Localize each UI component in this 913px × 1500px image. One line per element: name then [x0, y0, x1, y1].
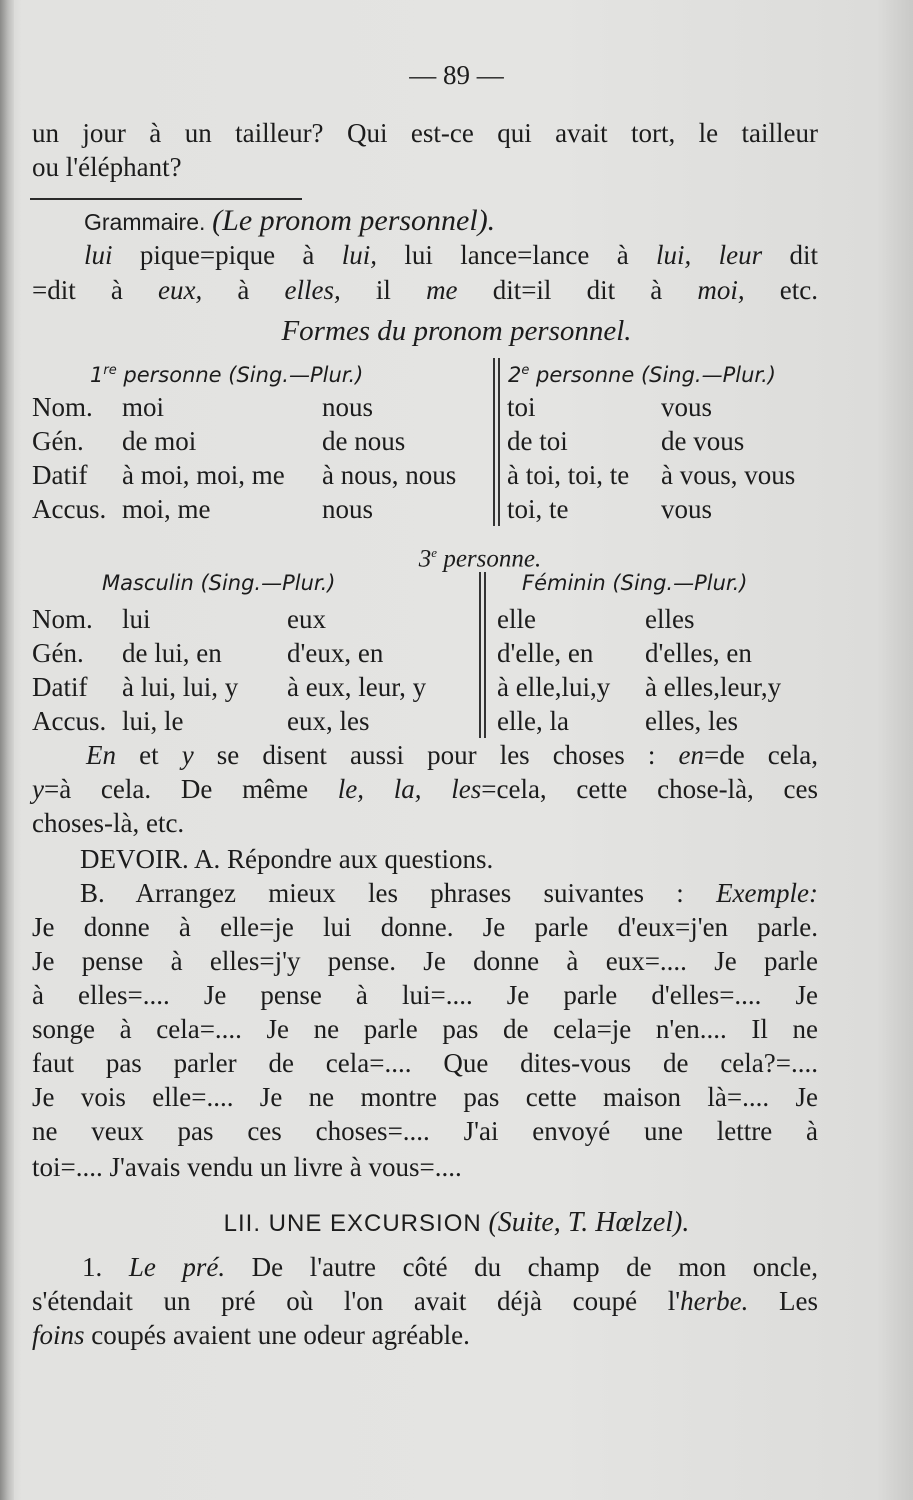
- lesson-subtitle: (Suite, T. Hœlzel).: [488, 1207, 690, 1238]
- table-cell: à lui, lui, y: [122, 672, 239, 702]
- table-cell: à nous, nous: [322, 460, 457, 490]
- text-span: personne (Sing.—Plur.): [116, 363, 364, 387]
- table-cell: Datif: [32, 672, 88, 702]
- table-cell: Accus.: [32, 494, 107, 524]
- text-span: e: [521, 363, 530, 378]
- text-span: Exemple:: [716, 878, 818, 908]
- text-span: 3: [418, 545, 432, 573]
- text-span: eux,: [158, 275, 203, 305]
- lesson-line: [32, 1284, 818, 1318]
- table-cell: d'elle, en: [497, 638, 594, 668]
- table-divider: [484, 572, 486, 738]
- text-span: coupés avaient une odeur agréable.: [84, 1320, 470, 1350]
- text-span: il: [340, 275, 427, 305]
- table-cell: de vous: [661, 426, 745, 456]
- table-cell: à vous, vous: [661, 460, 796, 490]
- text-span: 1: [90, 363, 104, 387]
- table-cell: nous: [322, 494, 374, 524]
- table-cell: de lui, en: [122, 638, 222, 668]
- text-span: 1.: [82, 1252, 129, 1282]
- text-span: y: [32, 774, 44, 804]
- page-number: — 89 —: [409, 60, 504, 90]
- table-cell: elle: [497, 604, 536, 634]
- text-span: le, la, les: [337, 774, 482, 804]
- lesson-line: [32, 1318, 818, 1352]
- text-span: lui,: [341, 240, 378, 270]
- table1-left-header: [90, 356, 363, 390]
- text-span: pique=pique à: [112, 240, 342, 270]
- page-binding-edge: [0, 0, 14, 1500]
- text-span: B. Arrangez mieux les phrases suivantes :: [80, 878, 717, 908]
- table-cell: à elle,lui,y: [497, 672, 611, 702]
- text-span: Les: [748, 1286, 818, 1316]
- text-span: lui lance=lance à: [377, 240, 657, 270]
- devoir-line: songe à cela=.... Je ne parle pas de cela=je n'en.... Il ne: [32, 1014, 818, 1044]
- table-cell: elle, la: [497, 706, 569, 736]
- note-line: [86, 738, 818, 772]
- devoir-line: Je donne à elle=je lui donne. Je parle d'eux=j'en parle.: [32, 912, 818, 942]
- table-cell: Gén.: [32, 426, 84, 456]
- text-span: moi,: [697, 275, 745, 305]
- divider-rule: [30, 198, 302, 200]
- text-span: En: [86, 740, 116, 770]
- table-cell: d'eux, en: [287, 638, 384, 668]
- table-divider: [479, 572, 481, 738]
- devoir-line: à elles=.... Je pense à lui=.... Je parle d'elles=.... Je: [32, 980, 818, 1010]
- text-span: lui,: [656, 240, 692, 270]
- text-line: un jour à un tailleur? Qui est-ce qui avait tort, le tailleur: [32, 118, 818, 148]
- table-cell: elles, les: [645, 706, 738, 736]
- table-divider: [498, 358, 500, 526]
- devoir-last-line: toi=.... J'avais vendu un livre à vous=....: [32, 1152, 462, 1182]
- table-cell: à eux, leur, y: [287, 672, 427, 702]
- devoir-line: ne veux pas ces choses=.... J'ai envoyé une lettre à: [32, 1116, 818, 1146]
- table1-right-header: [508, 356, 776, 390]
- text-span: lui: [84, 240, 113, 270]
- forms-title: Formes du pronom personnel.: [281, 315, 632, 347]
- text-span: personne (Sing.—Plur.): [529, 363, 776, 387]
- text-span: =dit à: [32, 275, 159, 305]
- devoir-line: Je vois elle=.... Je ne montre pas cette maison là=.... Je: [32, 1082, 818, 1112]
- text-span: se disent aussi pour les choses :: [193, 740, 679, 770]
- devoir-b: [80, 876, 818, 910]
- table2-right-header: Féminin (Sing.—Plur.): [522, 571, 748, 595]
- text-span: dit: [762, 240, 818, 270]
- text-span: etc.: [744, 275, 818, 305]
- table-cell: eux, les: [287, 706, 370, 736]
- table-cell: moi: [122, 392, 165, 422]
- table-cell: à moi, moi, me: [122, 460, 285, 490]
- table-cell: Nom.: [32, 392, 93, 422]
- devoir-line: Je pense à elles=j'y pense. Je donne à eux=.... Je parle: [32, 946, 818, 976]
- table-cell: moi, me: [122, 494, 211, 524]
- table-cell: à elles,leur,y: [645, 672, 782, 702]
- devoir-a: DEVOIR. A. Répondre aux questions.: [80, 844, 494, 874]
- text-line: ou l'éléphant?: [32, 152, 182, 182]
- lesson-title-text: LII. UNE EXCURSION: [223, 1210, 482, 1237]
- text-span: et: [116, 740, 182, 770]
- text-span: Le pré.: [128, 1252, 226, 1282]
- table-cell: d'elles, en: [645, 638, 752, 668]
- lesson-title: [0, 1204, 913, 1242]
- grammar-label: Grammaire.: [84, 209, 206, 235]
- table-cell: elles: [645, 604, 695, 634]
- table-cell: lui: [122, 604, 151, 634]
- table-cell: Accus.: [32, 706, 107, 736]
- table-cell: toi: [507, 392, 536, 422]
- text-span: me: [426, 275, 458, 305]
- table-cell: de toi: [507, 426, 568, 456]
- table-cell: de nous: [322, 426, 406, 456]
- text-span: dit=il dit à: [457, 275, 698, 305]
- table2-left-header: Masculin (Sing.—Plur.): [102, 571, 336, 595]
- text-span: =cela, cette chose-là, ces: [481, 774, 819, 804]
- text-span: herbe.: [680, 1286, 749, 1316]
- table-cell: Datif: [32, 460, 88, 490]
- devoir-line: faut pas parler de cela=.... Que dites-vous de cela?=....: [32, 1048, 818, 1078]
- text-span: e: [431, 545, 438, 560]
- table-divider: [493, 358, 495, 526]
- table-cell: toi, te: [507, 494, 569, 524]
- table-cell: Gén.: [32, 638, 84, 668]
- text-span: en: [678, 740, 704, 770]
- grammar-example-line: [84, 238, 818, 272]
- text-span: 2: [508, 363, 522, 387]
- table-cell: à toi, toi, te: [507, 460, 630, 490]
- text-span: re: [103, 363, 117, 378]
- text-span: leur: [691, 240, 763, 270]
- text-span: =à cela. De même: [43, 774, 338, 804]
- table-cell: lui, le: [122, 706, 184, 736]
- table-cell: de moi: [122, 426, 197, 456]
- text-span: =de cela,: [703, 740, 818, 770]
- table-cell: eux: [287, 604, 326, 634]
- text-span: personne.: [437, 545, 542, 573]
- table-cell: nous: [322, 392, 374, 422]
- text-span: De l'autre côté du champ de mon oncle,: [225, 1252, 818, 1282]
- note-line: [32, 772, 818, 806]
- text-span: s'étendait un pré où l'on avait déjà coupé l': [32, 1286, 681, 1316]
- text-span: à: [202, 275, 285, 305]
- text-span: foins: [32, 1320, 85, 1350]
- grammar-topic: (Le pronom personnel).: [212, 204, 496, 237]
- table-cell: vous: [661, 494, 713, 524]
- note-line: choses-là, etc.: [32, 808, 185, 838]
- grammar-heading: [84, 204, 818, 239]
- table-cell: Nom.: [32, 604, 93, 634]
- text-span: elles,: [284, 275, 341, 305]
- text-span: y: [181, 740, 194, 770]
- lesson-line: [82, 1250, 818, 1284]
- grammar-example-line: [32, 273, 818, 307]
- table-cell: vous: [661, 392, 713, 422]
